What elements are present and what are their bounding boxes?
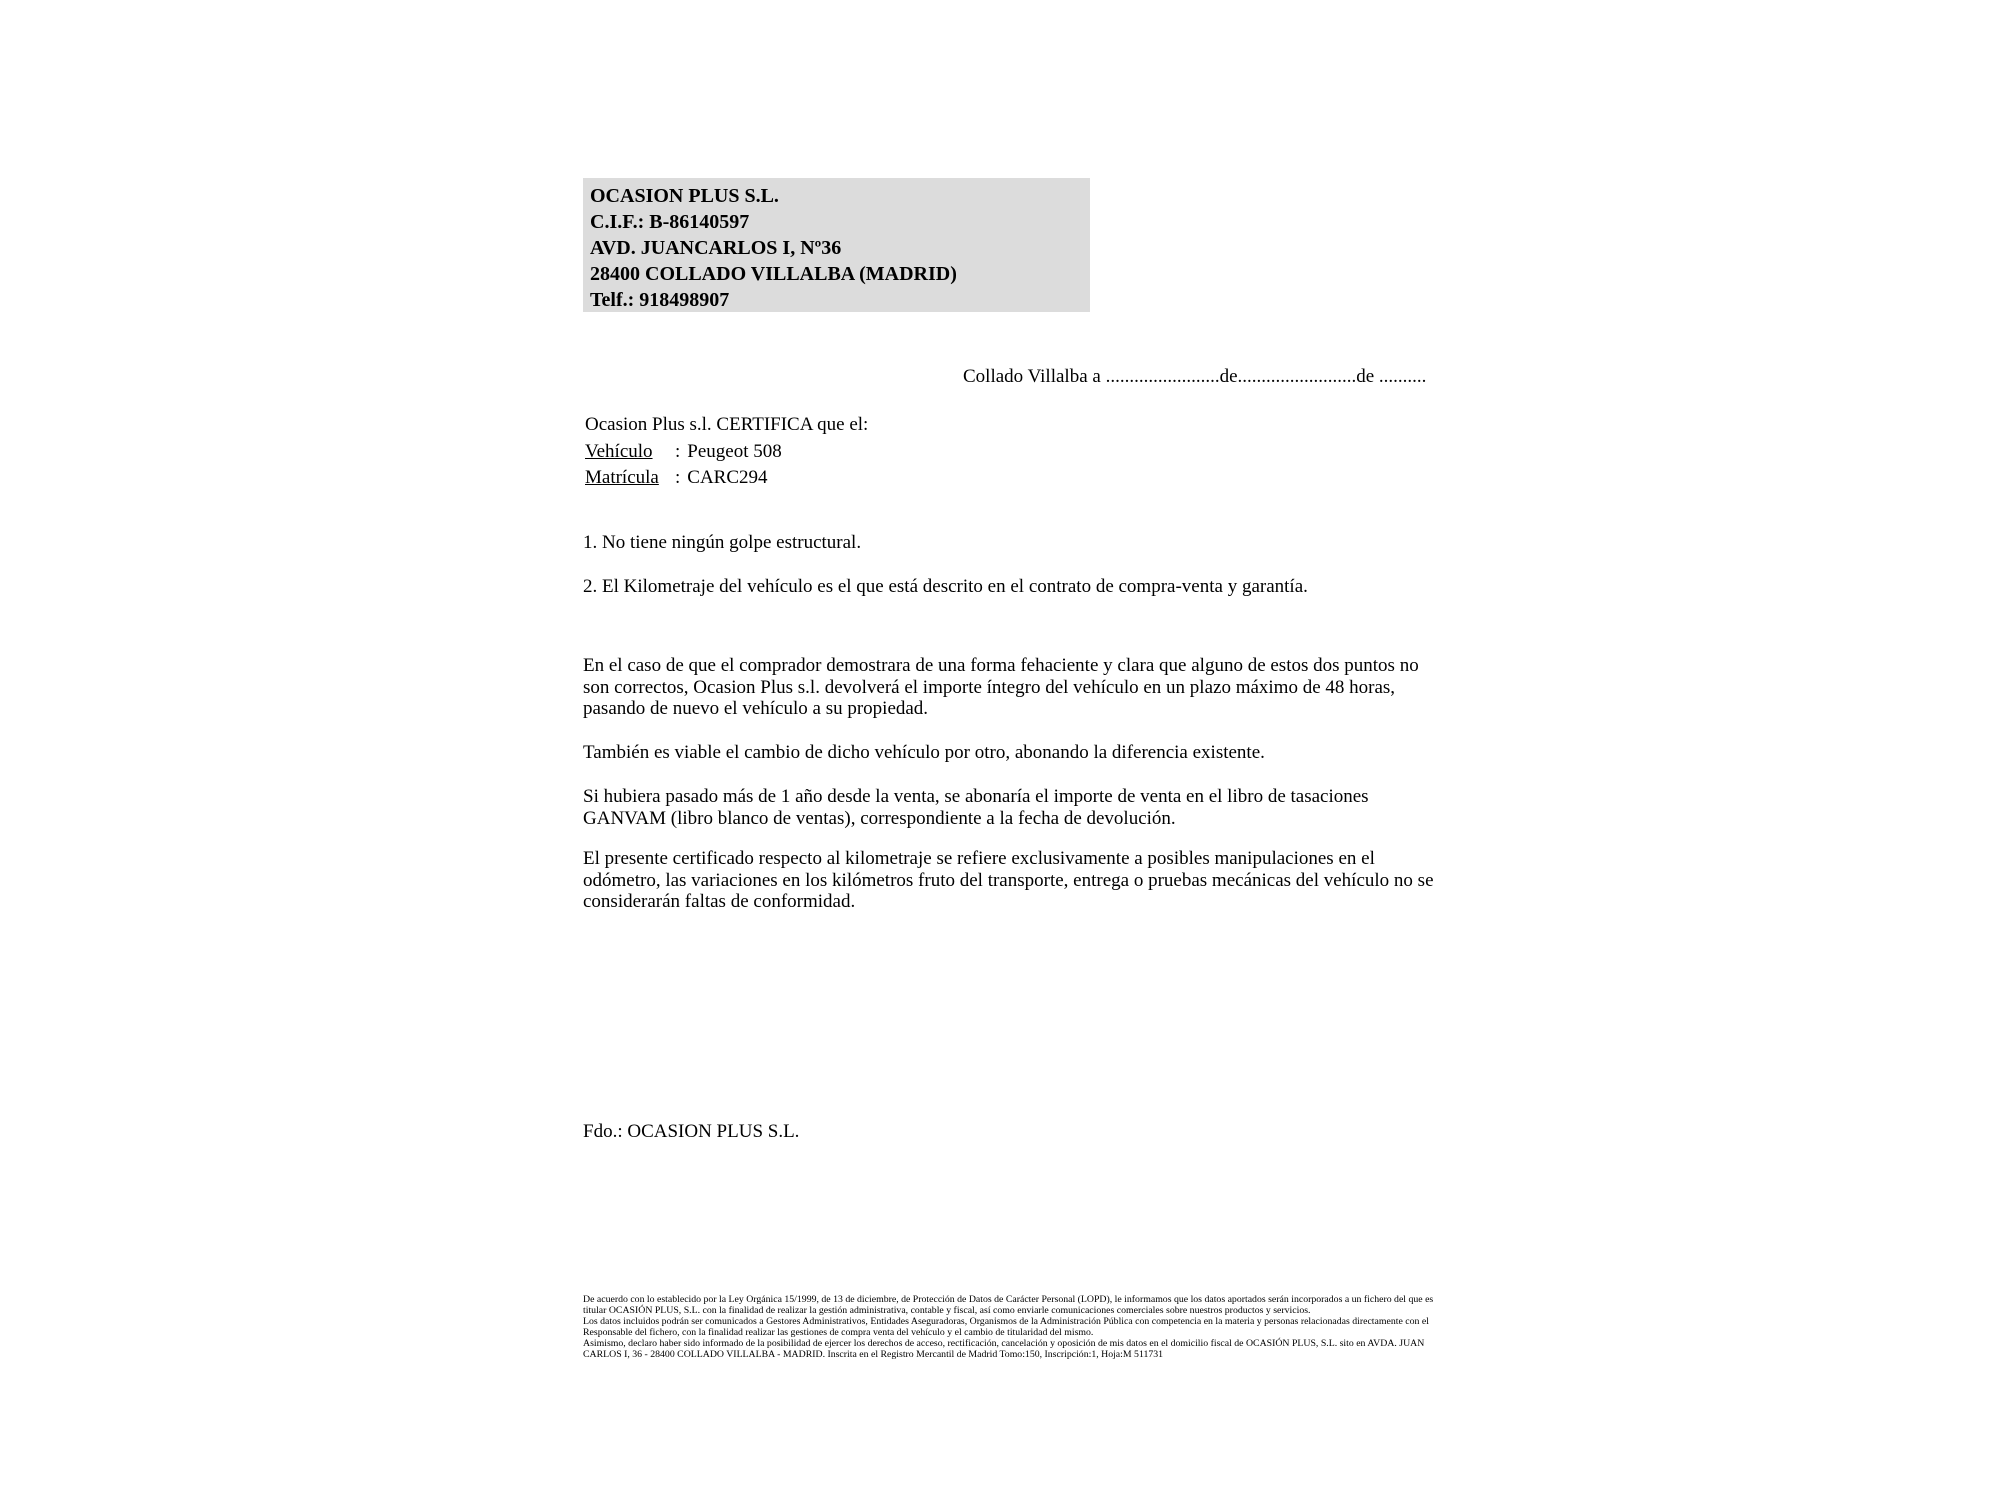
legal-paragraph-data-sharing: Los datos incluidos podrán ser comunicados a Gestores Administrativos, Entidades Aseguradoras, Organismos de la Administración Pública con competencia en la materia y personas relacionadas directamente con el Responsable del fichero, con la finalidad realizar las gestiones de compra venta del vehículo y el cambio de titularidad del mismo. xyxy=(583,1316,1429,1338)
company-cif: C.I.F.: B-86140597 xyxy=(590,211,750,233)
certifies-intro: Ocasion Plus s.l. CERTIFICA que el: xyxy=(585,414,869,435)
vehicle-field-value: Peugeot 508 xyxy=(687,441,782,462)
refund-paragraph: En el caso de que el comprador demostrara de una forma fehaciente y clara que alguno de estos dos puntos no son correctos, Ocasion Plus s.l. devolverá el importe íntegro del vehículo en un plazo máximo de 48 horas, pasando de nuevo el vehículo a su propiedad. xyxy=(583,655,1419,719)
vehicle-field-label: Vehículo xyxy=(585,441,653,462)
plate-field-value: CARC294 xyxy=(687,467,768,488)
vehicle-field-row xyxy=(585,441,782,467)
company-phone: Telf.: 918498907 xyxy=(590,289,730,311)
certificate-point-1: 1. No tiene ningún golpe estructural. xyxy=(583,532,862,553)
legal-fine-print xyxy=(583,1294,1448,1360)
certificate-point-2: 2. El Kilometraje del vehículo es el que está descrito en el contrato de compra-venta y garantía. xyxy=(583,576,1308,597)
legal-paragraph-rights: Asimismo, declaro haber sido informado de la posibilidad de ejercer los derechos de acceso, rectificación, cancelación y oposición de mis datos en el domicilio fiscal de OCASIÓN PLUS, S.L. sito en AVDA. JUAN CARLOS I, 36 - 28400 COLLADO VILLALBA - MADRID. Inscrita en el Registro Mercantil de Madrid Tomo:150, Inscripción:1, Hoja:M 511731 xyxy=(583,1338,1425,1360)
legal-paragraph-lopd: De acuerdo con lo establecido por la Ley Orgánica 15/1999, de 13 de diciembre, de Protección de Datos de Carácter Personal (LOPD), le informamos que los datos aportados serán incorporados a un fichero del que es titular OCASIÓN PLUS, S.L. con la finalidad de realizar la gestión administrativa, contable y fiscal, así como enviarle comunicaciones comerciales sobre nuestros productos y servicios. xyxy=(583,1294,1434,1316)
plate-field-separator: : xyxy=(675,467,681,488)
plate-field-label-wrap xyxy=(585,467,675,489)
plate-field-label: Matrícula xyxy=(585,467,659,488)
date-fill-in-line: Collado Villalba a ........................de.........................de .......... xyxy=(963,366,1427,387)
company-name: OCASION PLUS S.L. xyxy=(590,185,779,207)
company-header-box xyxy=(583,178,1090,312)
company-address: AVD. JUANCARLOS I, Nº36 xyxy=(590,237,842,259)
exchange-paragraph: También es viable el cambio de dicho vehículo por otro, abonando la diferencia existente. xyxy=(583,742,1265,763)
odometer-paragraph: El presente certificado respecto al kilometraje se refiere exclusivamente a posibles manipulaciones en el odómetro, las variaciones en los kilómetros fruto del transporte, entrega o pruebas mecánicas del vehículo no se considerarán faltas de conformidad. xyxy=(583,848,1434,912)
ganvam-paragraph: Si hubiera pasado más de 1 año desde la venta, se abonaría el importe de venta en el libro de tasaciones GANVAM (libro blanco de ventas), correspondiente a la fecha de devolución. xyxy=(583,786,1369,829)
vehicle-field-separator: : xyxy=(675,441,681,462)
company-city: 28400 COLLADO VILLALBA (MADRID) xyxy=(590,263,957,285)
signature-line: Fdo.: OCASION PLUS S.L. xyxy=(583,1121,800,1142)
vehicle-field-label-wrap xyxy=(585,441,675,463)
plate-field-row xyxy=(585,467,768,493)
